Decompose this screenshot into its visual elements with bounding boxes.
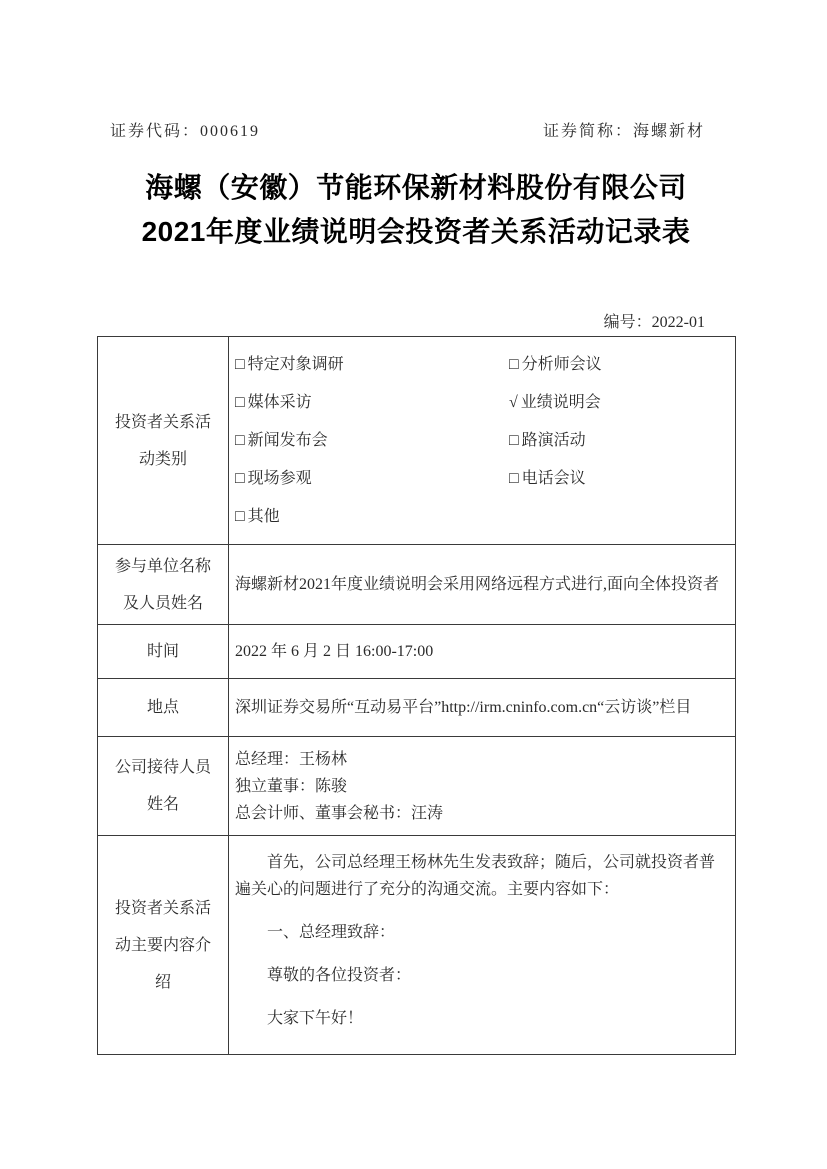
doc-title-line2: 2021年度业绩说明会投资者关系活动记录表 [141,216,691,247]
value-location: 深圳证券交易所“互动易平台”http://irm.cninfo.com.cn“云访谈”栏目 [229,679,736,737]
value-participants: 海螺新材2021年度业绩说明会采用网络远程方式进行,面向全体投资者 [229,545,736,625]
checkbox-option-other [235,498,509,536]
activity-record-table [97,336,736,1055]
doc-title-line1: 海螺（安徽）节能环保新材料股份有限公司 [145,172,687,203]
label-participants: 参与单位名称及人员姓名 [98,545,229,625]
checkbox-option-special-survey [235,346,509,384]
row-content-intro [98,836,736,1055]
row-location [98,679,736,737]
doc-number [97,312,735,334]
checkbox-option-label: 媒体采访 [247,394,312,411]
checkbox-icon: □ [235,394,245,411]
stock-code-label: 证券代码： [110,123,201,140]
label-activity-category: 投资者关系活动类别 [98,337,229,545]
host-line-independent-director: 独立董事：陈骏 [235,777,348,795]
label-content-intro: 投资者关系活动主要内容介绍 [98,836,229,1055]
checkbox-option-earnings-briefing-checked [509,384,729,422]
host-line-board-secretary: 总会计师、董事会秘书：汪涛 [235,804,444,822]
checkbox-grid [235,346,729,536]
row-hosts [98,737,736,836]
checkbox-option-label: 分析师会议 [521,356,602,373]
checkbox-option-conference-call [509,460,729,498]
stock-name-value: 海螺新材 [632,123,705,140]
checkbox-option-label: 业绩说明会 [520,394,601,411]
doc-number-value: 2022-01 [651,314,705,331]
stock-code [110,121,260,142]
checkbox-icon: □ [235,508,245,525]
checkbox-icon: □ [235,432,245,449]
checkbox-option-label: 路演活动 [521,432,586,449]
checkbox-column-right [509,346,729,536]
label-location: 地点 [98,679,229,737]
intro-paragraph: 尊敬的各位投资者： [267,967,412,984]
checkbox-option-label: 新闻发布会 [247,432,328,449]
doc-number-label: 编号： [603,314,652,331]
checkbox-option-label: 电话会议 [521,470,586,487]
label-time: 时间 [98,625,229,679]
stock-code-value: 000619 [200,123,261,140]
stock-name-label: 证券简称： [542,123,633,140]
checkbox-icon: □ [509,432,519,449]
stock-info-line [97,121,735,142]
value-content-intro [229,836,736,1055]
checkbox-option-site-visit [235,460,509,498]
label-hosts: 公司接待人员姓名 [98,737,229,836]
checkbox-icon: □ [509,356,519,373]
checkbox-icon: □ [509,470,519,487]
row-activity-category [98,337,736,545]
value-time: 2022 年 6 月 2 日 16:00-17:00 [229,625,736,679]
checkbox-column-left [235,346,509,536]
value-activity-category [229,337,736,545]
host-line-general-manager: 总经理：王杨林 [235,750,348,768]
check-icon: √ [509,394,518,411]
intro-paragraph: 一、总经理致辞： [267,924,396,941]
checkbox-option-media-interview [235,384,509,422]
stock-short-name [543,121,705,142]
row-time [98,625,736,679]
row-participants [98,545,736,625]
checkbox-icon: □ [235,356,245,373]
checkbox-option-roadshow [509,422,729,460]
checkbox-icon: □ [235,470,245,487]
intro-paragraph: 大家下午好！ [267,1010,364,1027]
checkbox-option-press-conference [235,422,509,460]
document-content [97,0,735,1055]
checkbox-option-label: 其他 [247,508,280,525]
checkbox-option-label: 特定对象调研 [247,356,344,373]
checkbox-option-analyst-meeting [509,346,729,384]
value-hosts [229,737,736,836]
intro-paragraph: 首先，公司总经理王杨林先生发表致辞；随后，公司就投资者普遍关心的问题进行了充分的沟通交流。主要内容如下： [235,854,716,898]
checkbox-option-label: 现场参观 [247,470,312,487]
